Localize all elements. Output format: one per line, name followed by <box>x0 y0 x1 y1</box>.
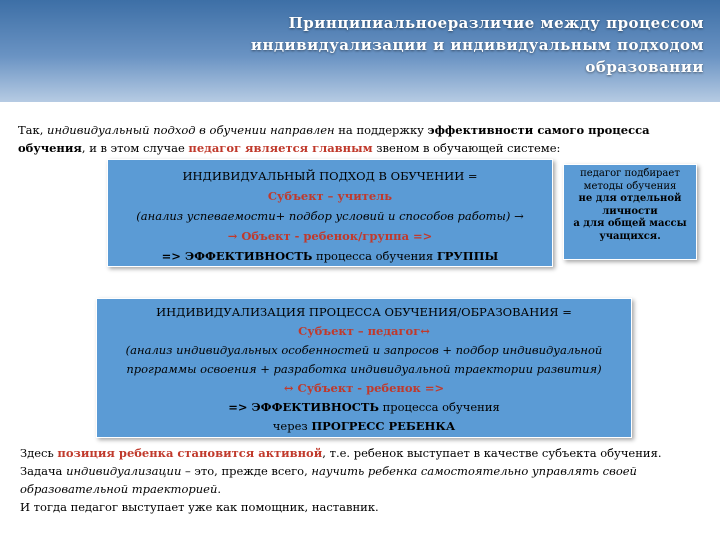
intro-italic: индивидуальный подход в обучении направлен <box>47 123 335 137</box>
title-line-1: Принципиальноеразличие между процессом <box>288 14 704 32</box>
box1-analysis: (анализ успеваемости+ подбор условий и способов работы) → <box>136 209 524 223</box>
box1-result-text: процесса обучения <box>312 249 437 263</box>
box2-result-text: процесса обучения <box>378 400 500 414</box>
intro-text: , и в этом случае <box>81 141 189 155</box>
individualization-box <box>96 298 632 438</box>
title-line-2: индивидуализации и индивидуальным подходом <box>250 36 704 54</box>
box2-child-subject: ↔ Субъект - ребенок => <box>283 381 445 395</box>
side-note-line: педагог подбирает <box>580 168 680 179</box>
box1-result-group: ГРУППЫ <box>436 249 499 263</box>
box2-subject: Субъект – педагог↔ <box>298 324 430 338</box>
conclusion-text: . <box>217 482 222 496</box>
conclusion-text: , т.е. ребенок выступает в качестве субъекта обучения. <box>322 446 662 460</box>
conclusion-text: Здесь <box>20 446 58 460</box>
intro-bold: эффективности самого процесса обучения <box>18 123 650 155</box>
side-note-line: учащихся. <box>599 230 661 242</box>
conclusion-line-1 <box>20 444 710 462</box>
individual-approach-box <box>107 159 553 267</box>
box2-analysis-cont: программы освоения + разработка индивидуальной траектории развития) <box>126 362 602 376</box>
box1-subject: Субъект – учитель <box>267 189 393 203</box>
conclusion-line-2 <box>20 462 710 498</box>
box1-heading: ИНДИВИДУАЛЬНЫЙ ПОДХОД В ОБУЧЕНИИ = <box>182 169 478 183</box>
intro-text: на поддержку <box>334 123 428 137</box>
box2-progress <box>97 417 631 436</box>
conclusion-italic: индивидуализации <box>66 464 182 478</box>
conclusion-text: Задача <box>20 464 67 478</box>
conclusion-text: – это, прежде всего, <box>181 464 312 478</box>
side-note-line: не для отдельной <box>578 193 682 204</box>
box2-heading: ИНДИВИДУАЛИЗАЦИЯ ПРОЦЕССА ОБУЧЕНИЯ/ОБРАЗОВАНИЯ = <box>156 305 572 319</box>
conclusion-italic: научить ребенка самостоятельно управлять своей образовательной траекторией <box>20 464 637 496</box>
box2-progress-bold: ПРОГРЕСС РЕБЕНКА <box>311 419 456 433</box>
conclusion-highlight: позиция ребенка становится активной <box>57 446 323 460</box>
side-note-line: личности <box>602 205 658 217</box>
box2-analysis: (анализ индивидуальных особенностей и запросов + подбор индивидуальной <box>125 343 603 357</box>
box2-progress-text: через <box>272 419 312 433</box>
intro-text: Так, <box>18 123 48 137</box>
intro-highlight: педагог является главным <box>188 141 373 155</box>
title-banner <box>0 0 720 102</box>
conclusion-line-3: И тогда педагог выступает уже как помощник, наставник. <box>20 500 379 514</box>
box1-result-bold: => ЭФФЕКТИВНОСТЬ <box>161 249 313 263</box>
box2-result-bold: => ЭФФЕКТИВНОСТЬ <box>228 400 379 414</box>
box1-object: → Объект - ребенок/группа => <box>227 229 433 243</box>
box1-result <box>108 246 552 266</box>
intro-paragraph <box>18 121 708 157</box>
conclusion-paragraph <box>20 444 710 516</box>
intro-text: звеном в обучающей системе: <box>372 141 561 155</box>
side-note-line: а для общей массы <box>573 218 687 229</box>
slide-title <box>184 12 704 78</box>
side-note-box <box>563 164 697 260</box>
side-note-line: методы обучения <box>583 180 677 192</box>
box2-result <box>97 398 631 417</box>
title-line-3: образовании <box>585 58 704 76</box>
